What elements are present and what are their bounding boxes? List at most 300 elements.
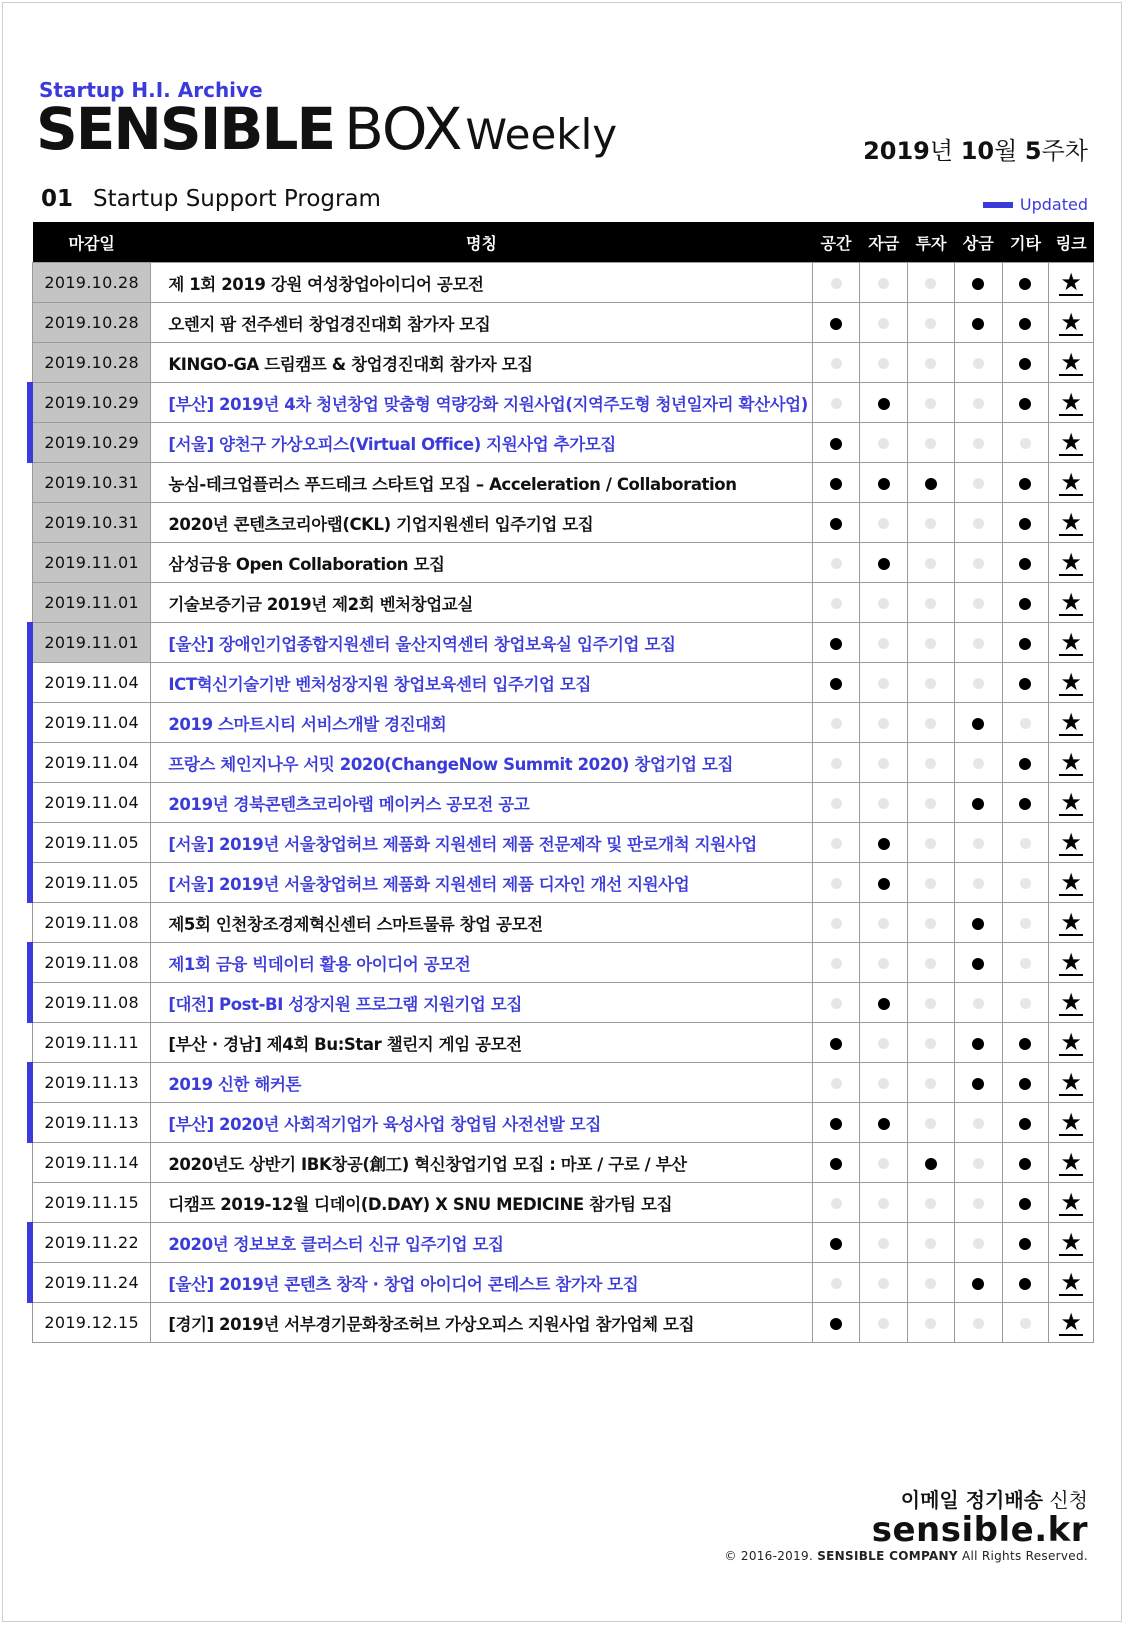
mark-etc bbox=[1002, 1263, 1049, 1303]
mark-etc bbox=[1002, 863, 1049, 903]
mark-etc bbox=[1002, 1103, 1049, 1143]
table-row bbox=[33, 1023, 1094, 1063]
empty-dot-icon bbox=[973, 638, 984, 649]
mark-space bbox=[812, 583, 860, 623]
mark-fund bbox=[860, 303, 908, 343]
empty-dot-icon bbox=[973, 678, 984, 689]
mark-space bbox=[812, 903, 860, 943]
empty-dot-icon bbox=[925, 1038, 936, 1049]
empty-dot-icon bbox=[878, 918, 889, 929]
filled-dot-icon bbox=[1019, 798, 1031, 810]
deadline-cell: 2019.11.04 bbox=[33, 743, 151, 783]
filled-dot-icon bbox=[830, 1238, 842, 1250]
empty-dot-icon bbox=[831, 878, 842, 889]
link-cell bbox=[1049, 1263, 1094, 1303]
mark-invest bbox=[908, 383, 955, 423]
empty-dot-icon bbox=[1020, 838, 1031, 849]
empty-dot-icon bbox=[831, 838, 842, 849]
star-icon[interactable]: ★ bbox=[1060, 1107, 1082, 1136]
mark-etc bbox=[1002, 303, 1049, 343]
filled-dot-icon bbox=[1019, 518, 1031, 530]
mark-fund bbox=[860, 263, 908, 303]
empty-dot-icon bbox=[973, 758, 984, 769]
table-row bbox=[33, 1303, 1094, 1343]
link-cell bbox=[1049, 1303, 1094, 1343]
mark-etc bbox=[1002, 663, 1049, 703]
mark-space bbox=[812, 1183, 860, 1223]
mark-space bbox=[812, 503, 860, 543]
empty-dot-icon bbox=[925, 558, 936, 569]
star-icon[interactable]: ★ bbox=[1060, 507, 1082, 536]
mark-invest bbox=[908, 1023, 955, 1063]
mark-prize bbox=[954, 863, 1002, 903]
filled-dot-icon bbox=[925, 1158, 937, 1170]
mark-prize bbox=[954, 983, 1002, 1023]
mark-etc bbox=[1002, 743, 1049, 783]
program-name: [서울] 양천구 가상오피스(Virtual Office) 지원사업 추가모집 bbox=[151, 423, 812, 463]
deadline-cell: 2019.10.29 bbox=[33, 383, 151, 423]
copyright bbox=[724, 1549, 1088, 1563]
empty-dot-icon bbox=[831, 1198, 842, 1209]
table-row bbox=[33, 1103, 1094, 1143]
mark-invest bbox=[908, 583, 955, 623]
empty-dot-icon bbox=[831, 1078, 842, 1089]
table-row bbox=[33, 583, 1094, 623]
section-title: Startup Support Program bbox=[93, 186, 381, 212]
mark-prize bbox=[954, 1183, 1002, 1223]
star-icon[interactable]: ★ bbox=[1060, 427, 1082, 456]
star-icon[interactable]: ★ bbox=[1060, 1307, 1082, 1336]
mark-invest bbox=[908, 703, 955, 743]
star-icon[interactable]: ★ bbox=[1060, 1027, 1082, 1056]
deadline-cell: 2019.11.13 bbox=[33, 1103, 151, 1143]
mark-prize bbox=[954, 663, 1002, 703]
mark-invest bbox=[908, 503, 955, 543]
mark-prize bbox=[954, 543, 1002, 583]
filled-dot-icon bbox=[878, 1118, 890, 1130]
empty-dot-icon bbox=[831, 798, 842, 809]
empty-dot-icon bbox=[878, 1038, 889, 1049]
empty-dot-icon bbox=[925, 1238, 936, 1249]
empty-dot-icon bbox=[973, 1318, 984, 1329]
empty-dot-icon bbox=[878, 1158, 889, 1169]
link-cell bbox=[1049, 663, 1094, 703]
empty-dot-icon bbox=[973, 998, 984, 1009]
copyright-company: SENSIBLE COMPANY bbox=[817, 1549, 958, 1563]
mark-prize bbox=[954, 1103, 1002, 1143]
deadline-cell: 2019.11.01 bbox=[33, 583, 151, 623]
star-icon[interactable]: ★ bbox=[1060, 267, 1082, 296]
empty-dot-icon bbox=[831, 718, 842, 729]
star-icon[interactable]: ★ bbox=[1060, 667, 1082, 696]
mark-prize bbox=[954, 1223, 1002, 1263]
table-row bbox=[33, 1143, 1094, 1183]
program-name: [울산] 2019년 콘텐츠 창작 · 창업 아이디어 콘테스트 참가자 모집 bbox=[151, 1263, 812, 1303]
empty-dot-icon bbox=[925, 838, 936, 849]
table-row bbox=[33, 903, 1094, 943]
mark-etc bbox=[1002, 1303, 1049, 1343]
table-body bbox=[33, 263, 1094, 1343]
filled-dot-icon bbox=[830, 1038, 842, 1050]
mark-fund bbox=[860, 583, 908, 623]
program-name: [서울] 2019년 서울창업허브 제품화 지원센터 제품 디자인 개선 지원사업 bbox=[151, 863, 812, 903]
mark-prize bbox=[954, 1143, 1002, 1183]
empty-dot-icon bbox=[878, 1238, 889, 1249]
mark-etc bbox=[1002, 263, 1049, 303]
filled-dot-icon bbox=[830, 638, 842, 650]
empty-dot-icon bbox=[878, 798, 889, 809]
empty-dot-icon bbox=[878, 958, 889, 969]
mark-space bbox=[812, 463, 860, 503]
deadline-cell: 2019.11.04 bbox=[33, 783, 151, 823]
mark-etc bbox=[1002, 623, 1049, 663]
table-row bbox=[33, 823, 1094, 863]
empty-dot-icon bbox=[973, 1158, 984, 1169]
deadline-cell: 2019.11.05 bbox=[33, 863, 151, 903]
mark-fund bbox=[860, 543, 908, 583]
table-row bbox=[33, 263, 1094, 303]
mark-prize bbox=[954, 903, 1002, 943]
col-prize: 상금 bbox=[954, 222, 1002, 263]
mark-invest bbox=[908, 863, 955, 903]
table-row bbox=[33, 743, 1094, 783]
table-row bbox=[33, 423, 1094, 463]
mark-fund bbox=[860, 1263, 908, 1303]
brand-logo bbox=[36, 95, 618, 163]
star-icon[interactable]: ★ bbox=[1060, 1227, 1082, 1256]
star-icon[interactable]: ★ bbox=[1060, 1067, 1082, 1096]
subscribe-text[interactable] bbox=[901, 1484, 1088, 1513]
deadline-cell: 2019.11.13 bbox=[33, 1063, 151, 1103]
mark-space bbox=[812, 863, 860, 903]
filled-dot-icon bbox=[878, 878, 890, 890]
table-row bbox=[33, 1063, 1094, 1103]
week-month-unit: 월 bbox=[994, 137, 1018, 165]
empty-dot-icon bbox=[925, 638, 936, 649]
deadline-cell: 2019.11.22 bbox=[33, 1223, 151, 1263]
table-row bbox=[33, 623, 1094, 663]
star-icon[interactable]: ★ bbox=[1060, 347, 1082, 376]
program-name: 디캠프 2019-12월 디데이(D.DAY) X SNU MEDICINE 참가팀 모집 bbox=[151, 1183, 812, 1223]
table-row bbox=[33, 543, 1094, 583]
mark-etc bbox=[1002, 503, 1049, 543]
empty-dot-icon bbox=[878, 1198, 889, 1209]
mark-fund bbox=[860, 1103, 908, 1143]
empty-dot-icon bbox=[831, 278, 842, 289]
empty-dot-icon bbox=[925, 758, 936, 769]
empty-dot-icon bbox=[973, 478, 984, 489]
filled-dot-icon bbox=[972, 798, 984, 810]
empty-dot-icon bbox=[973, 398, 984, 409]
star-icon[interactable]: ★ bbox=[1060, 627, 1082, 656]
filled-dot-icon bbox=[830, 678, 842, 690]
mark-etc bbox=[1002, 823, 1049, 863]
mark-invest bbox=[908, 1063, 955, 1103]
mark-fund bbox=[860, 1063, 908, 1103]
filled-dot-icon bbox=[878, 398, 890, 410]
deadline-cell: 2019.10.31 bbox=[33, 463, 151, 503]
deadline-cell: 2019.11.08 bbox=[33, 903, 151, 943]
table-row bbox=[33, 783, 1094, 823]
deadline-cell: 2019.11.08 bbox=[33, 943, 151, 983]
mark-invest bbox=[908, 623, 955, 663]
mark-fund bbox=[860, 903, 908, 943]
mark-invest bbox=[908, 783, 955, 823]
mark-etc bbox=[1002, 983, 1049, 1023]
filled-dot-icon bbox=[1019, 1238, 1031, 1250]
mark-fund bbox=[860, 703, 908, 743]
empty-dot-icon bbox=[925, 1078, 936, 1089]
filled-dot-icon bbox=[1019, 1038, 1031, 1050]
link-cell bbox=[1049, 623, 1094, 663]
mark-invest bbox=[908, 1223, 955, 1263]
empty-dot-icon bbox=[973, 558, 984, 569]
empty-dot-icon bbox=[878, 1278, 889, 1289]
empty-dot-icon bbox=[831, 918, 842, 929]
deadline-cell: 2019.11.01 bbox=[33, 623, 151, 663]
mark-fund bbox=[860, 1223, 908, 1263]
empty-dot-icon bbox=[878, 1078, 889, 1089]
table-row bbox=[33, 863, 1094, 903]
mark-prize bbox=[954, 1303, 1002, 1343]
mark-prize bbox=[954, 503, 1002, 543]
copyright-post: All Rights Reserved. bbox=[957, 1549, 1088, 1563]
mark-fund bbox=[860, 423, 908, 463]
filled-dot-icon bbox=[830, 478, 842, 490]
week-month: 10 bbox=[960, 137, 995, 165]
filled-dot-icon bbox=[1019, 1118, 1031, 1130]
mark-prize bbox=[954, 463, 1002, 503]
empty-dot-icon bbox=[925, 1118, 936, 1129]
mark-fund bbox=[860, 623, 908, 663]
program-name: 오렌지 팜 전주센터 창업경진대회 참가자 모집 bbox=[151, 303, 812, 343]
site-url[interactable]: sensible.kr bbox=[871, 1510, 1088, 1550]
updated-label: Updated bbox=[1019, 195, 1088, 214]
mark-prize bbox=[954, 823, 1002, 863]
star-icon[interactable]: ★ bbox=[1060, 827, 1082, 856]
deadline-cell: 2019.11.24 bbox=[33, 1263, 151, 1303]
filled-dot-icon bbox=[1019, 558, 1031, 570]
col-deadline: 마감일 bbox=[33, 222, 151, 263]
star-icon[interactable]: ★ bbox=[1060, 547, 1082, 576]
program-name: ICT혁신기술기반 벤처성장지원 창업보육센터 입주기업 모집 bbox=[151, 663, 812, 703]
empty-dot-icon bbox=[831, 598, 842, 609]
empty-dot-icon bbox=[925, 918, 936, 929]
table-row bbox=[33, 1183, 1094, 1223]
link-cell bbox=[1049, 1183, 1094, 1223]
empty-dot-icon bbox=[831, 358, 842, 369]
program-name: [경기] 2019년 서부경기문화창조허브 가상오피스 지원사업 참가업체 모집 bbox=[151, 1303, 812, 1343]
mark-space bbox=[812, 423, 860, 463]
link-cell bbox=[1049, 463, 1094, 503]
star-icon[interactable]: ★ bbox=[1060, 1187, 1082, 1216]
empty-dot-icon bbox=[925, 278, 936, 289]
mark-prize bbox=[954, 423, 1002, 463]
table-row bbox=[33, 1263, 1094, 1303]
program-name: KINGO-GA 드림캠프 & 창업경진대회 참가자 모집 bbox=[151, 343, 812, 383]
mark-invest bbox=[908, 543, 955, 583]
empty-dot-icon bbox=[925, 358, 936, 369]
brand-bold: SENSIBLE bbox=[36, 95, 335, 163]
mark-space bbox=[812, 1103, 860, 1143]
filled-dot-icon bbox=[972, 1278, 984, 1290]
deadline-cell: 2019.11.05 bbox=[33, 823, 151, 863]
table-row bbox=[33, 1223, 1094, 1263]
mark-fund bbox=[860, 343, 908, 383]
mark-space bbox=[812, 663, 860, 703]
empty-dot-icon bbox=[925, 998, 936, 1009]
filled-dot-icon bbox=[1019, 1078, 1031, 1090]
program-name: [대전] Post-BI 성장지원 프로그램 지원기업 모집 bbox=[151, 983, 812, 1023]
filled-dot-icon bbox=[1019, 1158, 1031, 1170]
filled-dot-icon bbox=[1019, 638, 1031, 650]
table-row bbox=[33, 703, 1094, 743]
empty-dot-icon bbox=[973, 598, 984, 609]
program-table bbox=[32, 222, 1094, 1343]
filled-dot-icon bbox=[972, 318, 984, 330]
mark-fund bbox=[860, 463, 908, 503]
empty-dot-icon bbox=[973, 838, 984, 849]
deadline-cell: 2019.11.01 bbox=[33, 543, 151, 583]
mark-fund bbox=[860, 783, 908, 823]
filled-dot-icon bbox=[878, 838, 890, 850]
mark-space bbox=[812, 1303, 860, 1343]
week-year: 2019 bbox=[863, 137, 930, 165]
mark-prize bbox=[954, 743, 1002, 783]
col-link: 링크 bbox=[1049, 222, 1094, 263]
empty-dot-icon bbox=[878, 278, 889, 289]
mark-space bbox=[812, 1063, 860, 1103]
link-cell bbox=[1049, 1143, 1094, 1183]
section-heading bbox=[41, 186, 381, 212]
empty-dot-icon bbox=[973, 1118, 984, 1129]
empty-dot-icon bbox=[973, 1238, 984, 1249]
program-name: 삼성금융 Open Collaboration 모집 bbox=[151, 543, 812, 583]
star-icon[interactable]: ★ bbox=[1060, 787, 1082, 816]
mark-etc bbox=[1002, 383, 1049, 423]
empty-dot-icon bbox=[831, 558, 842, 569]
empty-dot-icon bbox=[973, 358, 984, 369]
mark-fund bbox=[860, 1303, 908, 1343]
deadline-cell: 2019.11.15 bbox=[33, 1183, 151, 1223]
star-icon[interactable]: ★ bbox=[1060, 467, 1082, 496]
mark-fund bbox=[860, 823, 908, 863]
mark-prize bbox=[954, 943, 1002, 983]
filled-dot-icon bbox=[1019, 1278, 1031, 1290]
archive-label: Startup H.I. Archive bbox=[39, 78, 263, 102]
mark-space bbox=[812, 1263, 860, 1303]
mark-space bbox=[812, 1023, 860, 1063]
col-invest: 투자 bbox=[908, 222, 955, 263]
empty-dot-icon bbox=[925, 1278, 936, 1289]
empty-dot-icon bbox=[1020, 998, 1031, 1009]
mark-etc bbox=[1002, 903, 1049, 943]
mark-invest bbox=[908, 1263, 955, 1303]
star-icon[interactable]: ★ bbox=[1060, 987, 1082, 1016]
link-cell bbox=[1049, 743, 1094, 783]
star-icon[interactable]: ★ bbox=[1060, 947, 1082, 976]
star-icon[interactable]: ★ bbox=[1060, 867, 1082, 896]
mark-invest bbox=[908, 1303, 955, 1343]
star-icon[interactable]: ★ bbox=[1060, 747, 1082, 776]
filled-dot-icon bbox=[830, 318, 842, 330]
star-icon[interactable]: ★ bbox=[1060, 1147, 1082, 1176]
empty-dot-icon bbox=[925, 318, 936, 329]
empty-dot-icon bbox=[831, 758, 842, 769]
mark-prize bbox=[954, 623, 1002, 663]
filled-dot-icon bbox=[1019, 398, 1031, 410]
mark-prize bbox=[954, 303, 1002, 343]
star-icon[interactable]: ★ bbox=[1060, 307, 1082, 336]
program-name: 2020년 정보보호 클러스터 신규 입주기업 모집 bbox=[151, 1223, 812, 1263]
empty-dot-icon bbox=[973, 878, 984, 889]
filled-dot-icon bbox=[1019, 278, 1031, 290]
mark-space bbox=[812, 263, 860, 303]
empty-dot-icon bbox=[831, 1278, 842, 1289]
link-cell bbox=[1049, 303, 1094, 343]
copyright-pre: © 2016-2019. bbox=[724, 1549, 818, 1563]
filled-dot-icon bbox=[1019, 678, 1031, 690]
filled-dot-icon bbox=[972, 278, 984, 290]
filled-dot-icon bbox=[878, 998, 890, 1010]
mark-fund bbox=[860, 983, 908, 1023]
star-icon[interactable]: ★ bbox=[1060, 587, 1082, 616]
col-space: 공간 bbox=[812, 222, 860, 263]
mark-space bbox=[812, 343, 860, 383]
star-icon[interactable]: ★ bbox=[1060, 707, 1082, 736]
mark-invest bbox=[908, 743, 955, 783]
mark-fund bbox=[860, 863, 908, 903]
mark-invest bbox=[908, 823, 955, 863]
filled-dot-icon bbox=[830, 438, 842, 450]
star-icon[interactable]: ★ bbox=[1060, 1267, 1082, 1296]
link-cell bbox=[1049, 823, 1094, 863]
mark-space bbox=[812, 823, 860, 863]
link-cell bbox=[1049, 1223, 1094, 1263]
empty-dot-icon bbox=[878, 638, 889, 649]
deadline-cell: 2019.11.14 bbox=[33, 1143, 151, 1183]
empty-dot-icon bbox=[878, 678, 889, 689]
mark-etc bbox=[1002, 583, 1049, 623]
empty-dot-icon bbox=[1020, 918, 1031, 929]
empty-dot-icon bbox=[925, 518, 936, 529]
mark-fund bbox=[860, 1143, 908, 1183]
table-row bbox=[33, 303, 1094, 343]
filled-dot-icon bbox=[972, 918, 984, 930]
program-name: 2020년도 상반기 IBK창공(創工) 혁신창업기업 모집 : 마포 / 구로 / 부산 bbox=[151, 1143, 812, 1183]
filled-dot-icon bbox=[878, 558, 890, 570]
link-cell bbox=[1049, 783, 1094, 823]
star-icon[interactable]: ★ bbox=[1060, 907, 1082, 936]
deadline-cell: 2019.11.11 bbox=[33, 1023, 151, 1063]
empty-dot-icon bbox=[878, 718, 889, 729]
section-number: 01 bbox=[41, 186, 74, 212]
mark-fund bbox=[860, 943, 908, 983]
link-cell bbox=[1049, 423, 1094, 463]
filled-dot-icon bbox=[1019, 478, 1031, 490]
star-icon[interactable]: ★ bbox=[1060, 387, 1082, 416]
filled-dot-icon bbox=[972, 1078, 984, 1090]
filled-dot-icon bbox=[972, 718, 984, 730]
filled-dot-icon bbox=[1019, 758, 1031, 770]
empty-dot-icon bbox=[1020, 1318, 1031, 1329]
deadline-cell: 2019.12.15 bbox=[33, 1303, 151, 1343]
deadline-cell: 2019.10.28 bbox=[33, 343, 151, 383]
link-cell bbox=[1049, 943, 1094, 983]
empty-dot-icon bbox=[878, 358, 889, 369]
mark-invest bbox=[908, 983, 955, 1023]
filled-dot-icon bbox=[925, 478, 937, 490]
